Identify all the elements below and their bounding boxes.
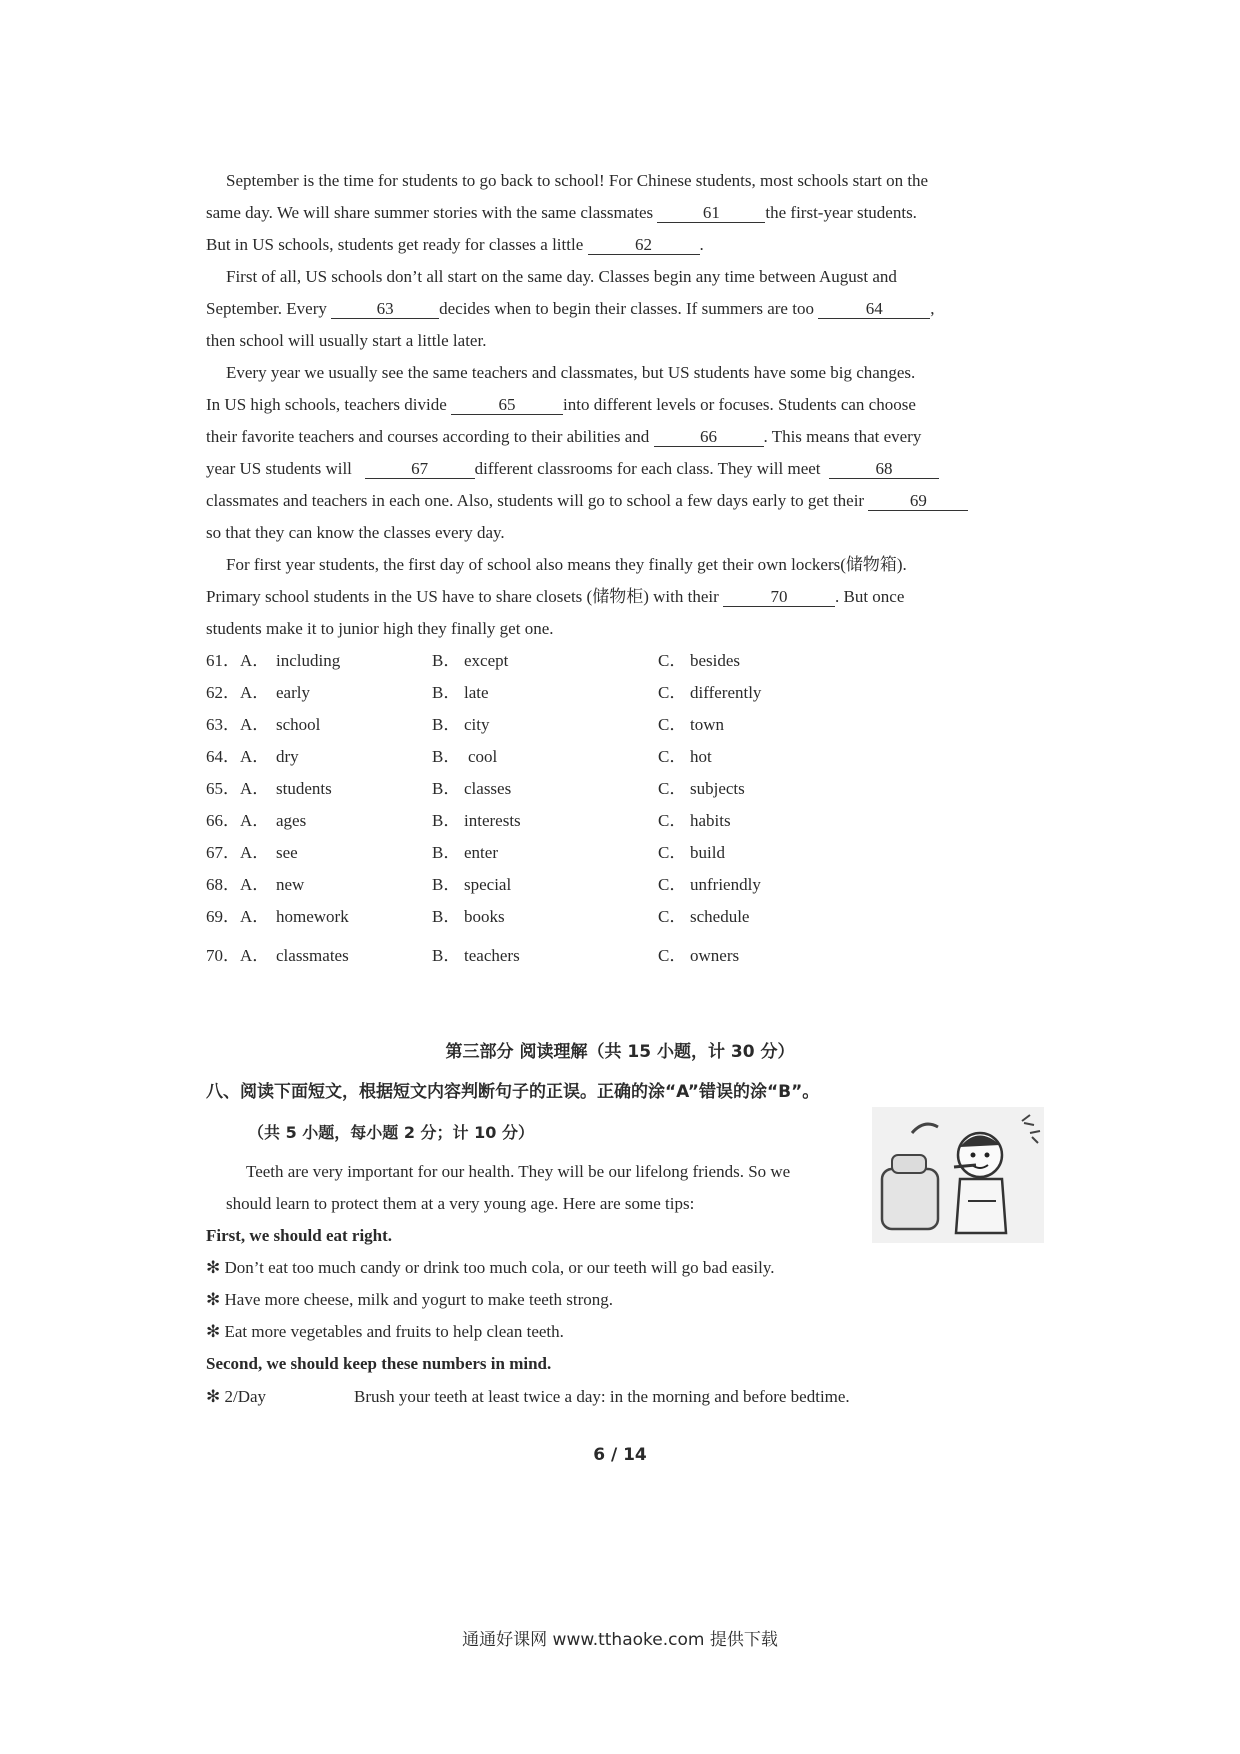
passage-line: their favorite teachers and courses according to their abilities and 66 . This means that every: [206, 427, 922, 446]
blank-69: 69: [868, 492, 968, 511]
option-c-label: C．: [658, 779, 687, 798]
option-c: owners: [690, 946, 740, 965]
sink-shape: [882, 1169, 938, 1229]
option-b: classes: [464, 779, 512, 798]
option-b: teachers: [464, 946, 520, 965]
passage-line: Primary school students in the US have to share closets (储物柜) with their 70 . But once: [206, 587, 905, 606]
passage-line: September. Every 63 decides when to begin their classes. If summers are too 64 ,: [206, 299, 935, 318]
option-a: homework: [276, 907, 349, 926]
option-c: unfriendly: [690, 875, 761, 894]
option-c: town: [690, 715, 724, 734]
option-b: city: [464, 715, 490, 734]
child-eye-left: [971, 1153, 976, 1158]
tips-heading-2: Second, we should keep these numbers in mind.: [206, 1354, 552, 1373]
passage-line: In US high schools, teachers divide 65 into different levels or focuses. Students can choose: [206, 395, 916, 414]
option-b-label: B．: [432, 907, 461, 926]
question-number: 70．A．: [206, 946, 270, 965]
option-b: interests: [464, 811, 521, 830]
question-number: 66．A．: [206, 811, 270, 830]
blank-70: 70: [723, 588, 835, 607]
cup-shape: [892, 1155, 926, 1173]
option-c: differently: [690, 683, 762, 702]
option-c-label: C．: [658, 651, 687, 670]
reading-intro: Teeth are very important for our health. They will be our lifelong friends. So we: [246, 1162, 791, 1181]
score-note: （共 5 小题，每小题 2 分；计 10 分）: [248, 1123, 534, 1142]
option-a: including: [276, 651, 341, 670]
toothbrush: [954, 1165, 976, 1167]
option-b: books: [464, 907, 505, 926]
blank-67: 67: [365, 460, 475, 479]
question-number: 69．A．: [206, 907, 270, 926]
option-a: ages: [276, 811, 307, 830]
option-b-label: B．: [432, 811, 461, 830]
blank-63: 63: [331, 300, 439, 319]
question-number: 62．A．: [206, 683, 270, 702]
option-c-label: C．: [658, 946, 687, 965]
passage-line: classmates and teachers in each one. Also, students will go to school a few days early to get their 69: [206, 490, 968, 512]
question-number: 68．A．: [206, 875, 270, 894]
option-c: hot: [690, 747, 712, 766]
section-instruction: 八、阅读下面短文，根据短文内容判断句子的正误。正确的涂“A”错误的涂“B”。: [206, 1082, 820, 1102]
option-a: new: [276, 875, 305, 894]
footer-source: 通通好课网 www.tthaoke.com 提供下载: [462, 1630, 778, 1650]
section-title: 第三部分 阅读理解（共 15 小题，计 30 分）: [445, 1042, 795, 1062]
option-c-label: C．: [658, 715, 687, 734]
option-a: early: [276, 683, 310, 702]
question-number: 61．A．: [206, 651, 270, 670]
question-number: 67．A．: [206, 843, 270, 862]
option-c: schedule: [690, 907, 750, 926]
passage-line: Every year we usually see the same teachers and classmates, but US students have some big changes.: [226, 363, 916, 382]
blank-65: 65: [451, 396, 563, 415]
illustration-image: [872, 1107, 1044, 1243]
option-b: cool: [468, 747, 498, 766]
option-b-label: B．: [432, 651, 461, 670]
passage-line: same day. We will share summer stories with the same classmates 61 the first-year students.: [206, 203, 917, 222]
option-c-label: C．: [658, 811, 687, 830]
option-c-label: C．: [658, 907, 687, 926]
option-c: build: [690, 843, 725, 862]
option-b-label: B．: [432, 683, 461, 702]
option-b: except: [464, 651, 509, 670]
tip-item: ✻ Eat more vegetables and fruits to help clean teeth.: [206, 1322, 564, 1341]
tip-item: ✻ Don’t eat too much candy or drink too much cola, or our teeth will go bad easily.: [206, 1258, 775, 1277]
option-c-label: C．: [658, 683, 687, 702]
blank-66: 66: [654, 428, 764, 447]
sparkle-shape: [1022, 1115, 1040, 1143]
passage-line: students make it to junior high they finally get one.: [206, 619, 554, 638]
option-c-label: C．: [658, 747, 687, 766]
child-brushing-teeth-illustration: [872, 1107, 1044, 1243]
blank-62: 62: [588, 236, 700, 255]
option-a: dry: [276, 747, 299, 766]
option-b-label: B．: [432, 875, 461, 894]
reading-intro: should learn to protect them at a very young age. Here are some tips:: [226, 1194, 695, 1213]
blank-61: 61: [657, 204, 765, 223]
passage-line: September is the time for students to go back to school! For Chinese students, most schools start on the: [226, 171, 929, 190]
blank-64: 64: [818, 300, 930, 319]
option-b-label: B．: [432, 715, 461, 734]
option-a: see: [276, 843, 298, 862]
page-number: 6 / 14: [593, 1445, 647, 1465]
question-number: 65．A．: [206, 779, 270, 798]
passage-line: year US students will 67 different classrooms for each class. They will meet 68: [206, 458, 939, 480]
number-item-label: ✻ 2/Day: [206, 1387, 267, 1406]
passage-line: But in US schools, students get ready for classes a little 62 .: [206, 235, 704, 254]
option-b-label: B．: [432, 747, 461, 766]
option-c-label: C．: [658, 875, 687, 894]
option-b: enter: [464, 843, 498, 862]
passage-line: then school will usually start a little later.: [206, 331, 487, 350]
tips-heading-1: First, we should eat right.: [206, 1226, 393, 1245]
option-b-label: B．: [432, 843, 461, 862]
passage-line: so that they can know the classes every day.: [206, 523, 505, 542]
passage-line: First of all, US schools don’t all start on the same day. Classes begin any time between August and: [226, 267, 897, 286]
moon-shape: [912, 1124, 938, 1133]
child-body: [956, 1179, 1006, 1233]
option-c-label: C．: [658, 843, 687, 862]
option-b: special: [464, 875, 512, 894]
option-a: classmates: [276, 946, 349, 965]
blank-68: 68: [829, 460, 939, 479]
child-eye-right: [985, 1153, 990, 1158]
option-c: subjects: [690, 779, 745, 798]
option-a: students: [276, 779, 332, 798]
option-c: habits: [690, 811, 731, 830]
option-b-label: B．: [432, 779, 461, 798]
passage-line: For first year students, the first day of school also means they finally get their own lockers(储物箱).: [226, 555, 907, 574]
question-number: 63．A．: [206, 715, 270, 734]
option-c: besides: [690, 651, 741, 670]
number-item: [206, 1386, 850, 1408]
number-item-text: Brush your teeth at least twice a day: in the morning and before bedtime.: [354, 1387, 850, 1406]
tip-item: ✻ Have more cheese, milk and yogurt to make teeth strong.: [206, 1290, 614, 1309]
option-b: late: [464, 683, 489, 702]
option-b-label: B．: [432, 946, 461, 965]
option-a: school: [276, 715, 321, 734]
question-number: 64．A．: [206, 747, 270, 766]
